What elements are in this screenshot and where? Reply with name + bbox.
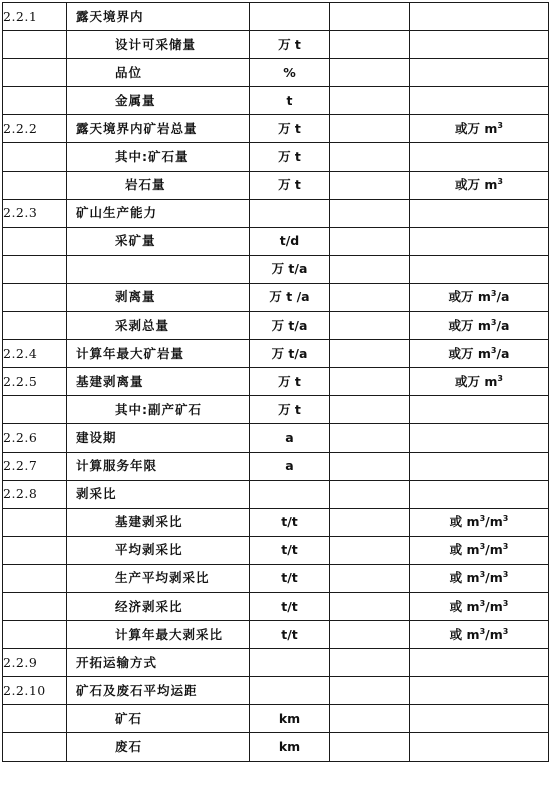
item-note — [410, 31, 549, 59]
item-unit — [250, 649, 330, 677]
item-unit: 万 t — [250, 143, 330, 171]
item-unit — [250, 677, 330, 705]
item-value — [330, 677, 410, 705]
item-note — [410, 227, 549, 255]
item-value — [330, 3, 410, 31]
item-number — [3, 536, 67, 564]
table-row — [3, 621, 549, 649]
table-row — [3, 227, 549, 255]
item-value — [330, 649, 410, 677]
item-unit: km — [250, 733, 330, 761]
table-row — [3, 31, 549, 59]
item-note — [410, 677, 549, 705]
table-row — [3, 87, 549, 115]
item-note — [410, 705, 549, 733]
item-note: 或 $m^3/m^3$ — [410, 592, 549, 620]
item-value — [330, 733, 410, 761]
table-row — [3, 3, 549, 31]
item-name: 剥离量 — [67, 283, 250, 311]
item-number: 2.2.1 — [3, 3, 67, 31]
item-unit: t/t — [250, 592, 330, 620]
item-unit: t/t — [250, 621, 330, 649]
item-value — [330, 59, 410, 87]
item-unit: t/t — [250, 508, 330, 536]
item-number — [3, 59, 67, 87]
item-unit: 万 t — [250, 31, 330, 59]
item-unit: 万 t /a — [250, 283, 330, 311]
table-row — [3, 171, 549, 199]
table-row — [3, 143, 549, 171]
item-value — [330, 368, 410, 396]
table-row — [3, 255, 549, 283]
item-number — [3, 143, 67, 171]
item-name: 计算年最大矿岩量 — [67, 340, 250, 368]
mining-parameters-table — [2, 2, 549, 762]
table-row — [3, 396, 549, 424]
item-note: 或万 $m^3/a$ — [410, 283, 549, 311]
item-value — [330, 621, 410, 649]
item-value — [330, 480, 410, 508]
item-number: 2.2.2 — [3, 115, 67, 143]
item-value — [330, 536, 410, 564]
table-row — [3, 564, 549, 592]
table-row — [3, 592, 549, 620]
item-name: 平均剥采比 — [67, 536, 250, 564]
item-name: 经济剥采比 — [67, 592, 250, 620]
item-note — [410, 649, 549, 677]
item-unit: 万 t/a — [250, 340, 330, 368]
item-name: 基建剥离量 — [67, 368, 250, 396]
item-note: 或 $m^3/m^3$ — [410, 621, 549, 649]
item-name: 采剥总量 — [67, 312, 250, 340]
item-name: 岩石量 — [67, 171, 250, 199]
item-value — [330, 31, 410, 59]
item-unit: 万 t — [250, 171, 330, 199]
item-value — [330, 312, 410, 340]
item-value — [330, 143, 410, 171]
item-number: 2.2.6 — [3, 424, 67, 452]
item-value — [330, 255, 410, 283]
item-number: 2.2.10 — [3, 677, 67, 705]
item-number — [3, 592, 67, 620]
item-note: 或 $m^3/m^3$ — [410, 536, 549, 564]
item-unit: a — [250, 424, 330, 452]
item-name: 剥采比 — [67, 480, 250, 508]
item-name: 矿石 — [67, 705, 250, 733]
item-note: 或 $m^3/m^3$ — [410, 564, 549, 592]
item-note — [410, 59, 549, 87]
table-row — [3, 424, 549, 452]
item-note — [410, 396, 549, 424]
item-value — [330, 340, 410, 368]
item-value — [330, 592, 410, 620]
item-note — [410, 87, 549, 115]
item-unit: km — [250, 705, 330, 733]
item-number — [3, 312, 67, 340]
table-row — [3, 733, 549, 761]
item-value — [330, 705, 410, 733]
item-note — [410, 3, 549, 31]
item-number — [3, 171, 67, 199]
item-number — [3, 255, 67, 283]
item-unit: t/t — [250, 536, 330, 564]
table-row — [3, 536, 549, 564]
item-number — [3, 227, 67, 255]
item-name: 废石 — [67, 733, 250, 761]
table-row — [3, 480, 549, 508]
item-number — [3, 396, 67, 424]
item-note — [410, 480, 549, 508]
table-row — [3, 59, 549, 87]
table-row — [3, 312, 549, 340]
item-name: 建设期 — [67, 424, 250, 452]
item-number — [3, 87, 67, 115]
item-note — [410, 452, 549, 480]
item-unit: % — [250, 59, 330, 87]
item-value — [330, 199, 410, 227]
table-row — [3, 508, 549, 536]
item-note — [410, 143, 549, 171]
item-unit: 万 t — [250, 368, 330, 396]
item-number: 2.2.5 — [3, 368, 67, 396]
item-name: 开拓运输方式 — [67, 649, 250, 677]
item-name: 其中:副产矿石 — [67, 396, 250, 424]
table-row — [3, 115, 549, 143]
item-number — [3, 31, 67, 59]
item-value — [330, 115, 410, 143]
item-unit — [250, 3, 330, 31]
item-number — [3, 705, 67, 733]
item-name: 生产平均剥采比 — [67, 564, 250, 592]
item-number — [3, 733, 67, 761]
item-name: 品位 — [67, 59, 250, 87]
item-value — [330, 171, 410, 199]
item-value — [330, 508, 410, 536]
item-name: 其中:矿石量 — [67, 143, 250, 171]
item-note: 或 $m^3/m^3$ — [410, 508, 549, 536]
item-note — [410, 255, 549, 283]
table-row — [3, 199, 549, 227]
item-name: 采矿量 — [67, 227, 250, 255]
item-number: 2.2.4 — [3, 340, 67, 368]
table-row — [3, 368, 549, 396]
item-unit: a — [250, 452, 330, 480]
item-name: 金属量 — [67, 87, 250, 115]
item-name: 计算服务年限 — [67, 452, 250, 480]
item-name: 露天境界内矿岩总量 — [67, 115, 250, 143]
item-unit: t/d — [250, 227, 330, 255]
item-unit: 万 t — [250, 115, 330, 143]
item-number — [3, 508, 67, 536]
item-value — [330, 564, 410, 592]
item-unit — [250, 199, 330, 227]
item-note — [410, 424, 549, 452]
table-body — [3, 3, 549, 762]
item-number: 2.2.9 — [3, 649, 67, 677]
item-number — [3, 283, 67, 311]
item-number: 2.2.3 — [3, 199, 67, 227]
item-unit: 万 t/a — [250, 255, 330, 283]
table-row — [3, 283, 549, 311]
item-value — [330, 227, 410, 255]
item-value — [330, 87, 410, 115]
item-unit: 万 t — [250, 396, 330, 424]
item-note: 或万 $m^3$ — [410, 368, 549, 396]
table-row — [3, 649, 549, 677]
item-unit: t — [250, 87, 330, 115]
item-note: 或万 $m^3$ — [410, 171, 549, 199]
item-name: 基建剥采比 — [67, 508, 250, 536]
item-note: 或万 $m^3$ — [410, 115, 549, 143]
item-number — [3, 621, 67, 649]
table-row — [3, 340, 549, 368]
item-value — [330, 396, 410, 424]
item-unit: t/t — [250, 564, 330, 592]
item-name: 矿山生产能力 — [67, 199, 250, 227]
item-name: 计算年最大剥采比 — [67, 621, 250, 649]
item-name: 矿石及废石平均运距 — [67, 677, 250, 705]
item-value — [330, 452, 410, 480]
item-note — [410, 733, 549, 761]
item-number: 2.2.7 — [3, 452, 67, 480]
table-row — [3, 677, 549, 705]
item-value — [330, 424, 410, 452]
item-name: 设计可采储量 — [67, 31, 250, 59]
item-name — [67, 255, 250, 283]
item-note: 或万 $m^3/a$ — [410, 340, 549, 368]
item-unit: 万 t/a — [250, 312, 330, 340]
table-row — [3, 452, 549, 480]
item-note: 或万 $m^3/a$ — [410, 312, 549, 340]
item-name: 露天境界内 — [67, 3, 250, 31]
item-unit — [250, 480, 330, 508]
item-number — [3, 564, 67, 592]
item-value — [330, 283, 410, 311]
table-row — [3, 705, 549, 733]
item-number: 2.2.8 — [3, 480, 67, 508]
item-note — [410, 199, 549, 227]
